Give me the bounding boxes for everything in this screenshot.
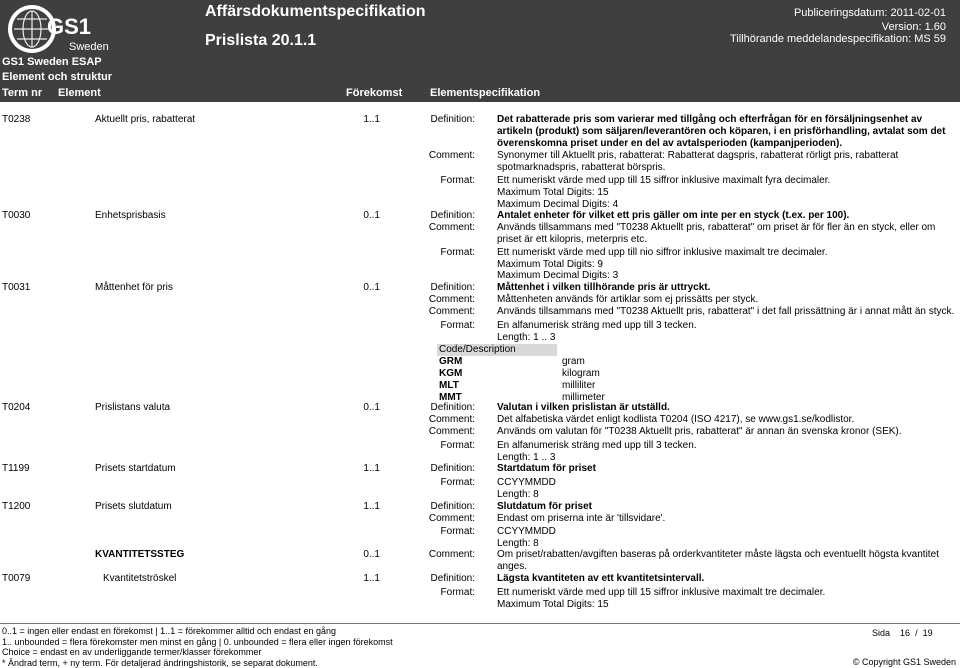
format-text: CCYYMMDD — [497, 477, 556, 488]
occurrence: 1..1 — [363, 463, 380, 474]
definition-label: Definition: — [430, 463, 475, 474]
code-value: GRM — [439, 356, 463, 367]
max-total-digits: Maximum Total Digits: 15 — [497, 187, 609, 198]
element-name: Enhetsprisbasis — [95, 210, 166, 221]
format-text: En alfanumerisk sträng med upp till 3 tecken. — [497, 320, 697, 331]
definition-label: Definition: — [430, 402, 475, 413]
page-number — [872, 628, 933, 639]
format-label: Format: — [440, 175, 475, 186]
element-name: Måttenhet för pris — [95, 282, 173, 293]
code-value: KGM — [439, 368, 463, 379]
format-text: En alfanumerisk sträng med upp till 3 tecken. — [497, 440, 697, 451]
code-description: millimeter — [562, 392, 605, 403]
footer-legend-line: 0..1 = ingen eller endast en förekomst | 1..1 = förekommer alltid och endast en gång — [2, 626, 337, 636]
length-text: Length: 8 — [497, 538, 539, 549]
logo-country: Sweden — [69, 41, 109, 53]
max-total-digits: Maximum Total Digits: 15 — [497, 599, 609, 610]
term-id: T1200 — [2, 501, 31, 512]
length-text: Length: 1 .. 3 — [497, 452, 556, 463]
length-text: Length: 1 .. 3 — [497, 332, 556, 343]
occurrence: 0..1 — [363, 282, 380, 293]
document-footer — [0, 626, 960, 668]
definition-text: Antalet enheter för vilket ett pris gäller om inte per en styck (t.ex. per 100). — [497, 210, 850, 221]
element-name: Aktuellt pris, rabatterat — [95, 114, 196, 125]
comment-text: Endast om priserna inte är 'tillsvidare'. — [497, 513, 666, 524]
logo-text: GS1 — [47, 14, 92, 39]
format-text: Ett numeriskt värde med upp till 15 siffror inklusive maximalt fyra decimaler. — [497, 175, 831, 186]
version: Version: 1.60 — [881, 21, 946, 33]
document-title: Affärsdokumentspecifikation — [205, 3, 426, 20]
page-total: 19 — [922, 628, 933, 638]
format-label: Format: — [440, 477, 475, 488]
footer-legend-line: Choice = endast en av underliggande termer/klasser förekommer — [2, 647, 262, 657]
column-header-element: Element — [58, 87, 101, 99]
definition-text: Slutdatum för priset — [497, 501, 593, 512]
footer-legend-line: 1.. unbounded = flera förekomster men minst en gång | 0. unbounded = flera eller ingen förekomst — [2, 636, 393, 647]
comment-label: Comment: — [428, 513, 475, 524]
brand-line: GS1 Sweden ESAP — [2, 56, 102, 68]
occurrence: 1..1 — [363, 501, 380, 512]
occurrence: 0..1 — [363, 210, 380, 221]
format-label: Format: — [440, 247, 475, 258]
format-label: Format: — [440, 526, 475, 537]
page-current: 16 — [900, 628, 911, 638]
definition-label: Definition: — [430, 114, 475, 125]
term-id: T0204 — [2, 402, 31, 413]
definition-text: Det rabatterade pris som varierar med tillgång och efterfrågan för en försäljningsenhet av artikeln (produkt) som säljaren/leverantören och köparen, i en prisförhandling, avtalat som det överenskomna priset under en del av avtalsperioden (kampanjperioden). — [497, 114, 946, 149]
length-text: Length: 8 — [497, 489, 539, 500]
comment-text: Om priset/rabatten/avgiften baseras på orderkvantiteter måste lägsta och eventuellt högsta kvantitet anges. — [497, 549, 939, 572]
comment-text: Används tillsammans med "T0238 Aktuellt pris, rabatterat" i det fall prissättning är i annat mått än styck. — [497, 306, 955, 317]
element-name: Prisets startdatum — [95, 463, 176, 474]
term-id: T0030 — [2, 210, 31, 221]
definition-text: Lägsta kvantiteten av ett kvantitetsintervall. — [497, 573, 705, 584]
element-name: Prisets slutdatum — [95, 501, 172, 512]
definition-label: Definition: — [430, 501, 475, 512]
definition-label: Definition: — [430, 573, 475, 584]
comment-label: Comment: — [428, 222, 475, 233]
comment-text: Måttenheten används för artiklar som ej prissätts per styck. — [497, 294, 759, 305]
format-label: Format: — [440, 587, 475, 598]
comment-label: Comment: — [428, 294, 475, 305]
format-text: Ett numeriskt värde med upp till nio siffror inklusive maximalt tre decimaler. — [497, 247, 828, 258]
definition-text: Valutan i vilken prislistan är utställd. — [497, 402, 670, 413]
code-description: milliliter — [562, 380, 596, 391]
element-table — [0, 102, 960, 624]
definition-label: Definition: — [430, 210, 475, 221]
format-label: Format: — [440, 320, 475, 331]
max-decimal-digits: Maximum Decimal Digits: 4 — [497, 199, 619, 210]
page-label: Sida — [872, 628, 891, 638]
message-spec: Tillhörande meddelandespecifikation: MS 59 — [729, 33, 946, 45]
code-value: MLT — [439, 380, 459, 391]
comment-text: Synonymer till Aktuellt pris, rabatterat: Rabatterat dagspris, rabatterat rörligt pris, rabatterat spotmarknadspris, rabatterat börspris. — [497, 150, 899, 173]
format-text: Ett numeriskt värde med upp till 15 siffror inklusive maximalt tre decimaler. — [497, 587, 826, 598]
comment-label: Comment: — [428, 150, 475, 161]
document-subtitle: Prislista 20.1.1 — [205, 32, 317, 49]
max-decimal-digits: Maximum Decimal Digits: 3 — [497, 270, 619, 281]
footer-change-note: * Ändrad term, + ny term. För detaljerad ändringshistorik, se separat dokument. — [2, 657, 318, 668]
definition-label: Definition: — [430, 282, 475, 293]
occurrence: 0..1 — [363, 402, 380, 413]
gs1-logo — [5, 3, 115, 55]
publication-date: Publiceringsdatum: 2011-02-01 — [793, 7, 946, 19]
term-id: T1199 — [2, 463, 30, 474]
max-total-digits: Maximum Total Digits: 9 — [497, 259, 603, 270]
comment-text: Det alfabetiska värdet enligt kodlista T0204 (ISO 4217), se www.gs1.se/kodlistor. — [497, 414, 855, 425]
copyright: © Copyright GS1 Sweden — [852, 657, 956, 667]
term-id: T0031 — [2, 282, 31, 293]
code-list-header: Code/Description — [437, 344, 557, 356]
definition-text: Måttenhet i vilken tillhörande pris är uttryckt. — [497, 282, 711, 293]
term-id: T0079 — [2, 573, 31, 584]
format-label: Format: — [440, 440, 475, 451]
comment-text: Används tillsammans med "T0238 Aktuellt pris, rabatterat" om priset är för fler än en styck, eller om priset är ett kilopris, meterpris etc. — [497, 222, 936, 245]
element-name: Prislistans valuta — [95, 402, 171, 413]
comment-label: Comment: — [428, 426, 475, 437]
code-description: gram — [562, 356, 585, 367]
document-header — [0, 0, 960, 102]
definition-text: Startdatum för priset — [497, 463, 596, 474]
comment-label: Comment: — [428, 414, 475, 425]
occurrence: 1..1 — [363, 573, 380, 584]
page-separator: / — [915, 628, 918, 638]
column-header-occurrence: Förekomst — [346, 87, 403, 99]
section-title: Element och struktur — [2, 71, 113, 83]
format-text: CCYYMMDD — [497, 526, 556, 537]
occurrence: 1..1 — [363, 114, 380, 125]
comment-text: Används om valutan för "T0238 Aktuellt pris, rabatterat" är annan än svenska kronor (SEK). — [497, 426, 902, 437]
column-header-term: Term nr — [2, 87, 43, 99]
comment-label: Comment: — [428, 306, 475, 317]
element-group-name: KVANTITETSSTEG — [95, 549, 185, 560]
term-id: T0238 — [2, 114, 31, 125]
comment-label: Comment: — [428, 549, 475, 560]
code-description: kilogram — [562, 368, 600, 379]
column-header-specification: Elementspecifikation — [430, 87, 541, 99]
document-meta — [729, 6, 946, 45]
element-name: Kvantitetströskel — [103, 573, 177, 584]
occurrence: 0..1 — [363, 549, 380, 560]
code-value: MMT — [439, 392, 462, 403]
